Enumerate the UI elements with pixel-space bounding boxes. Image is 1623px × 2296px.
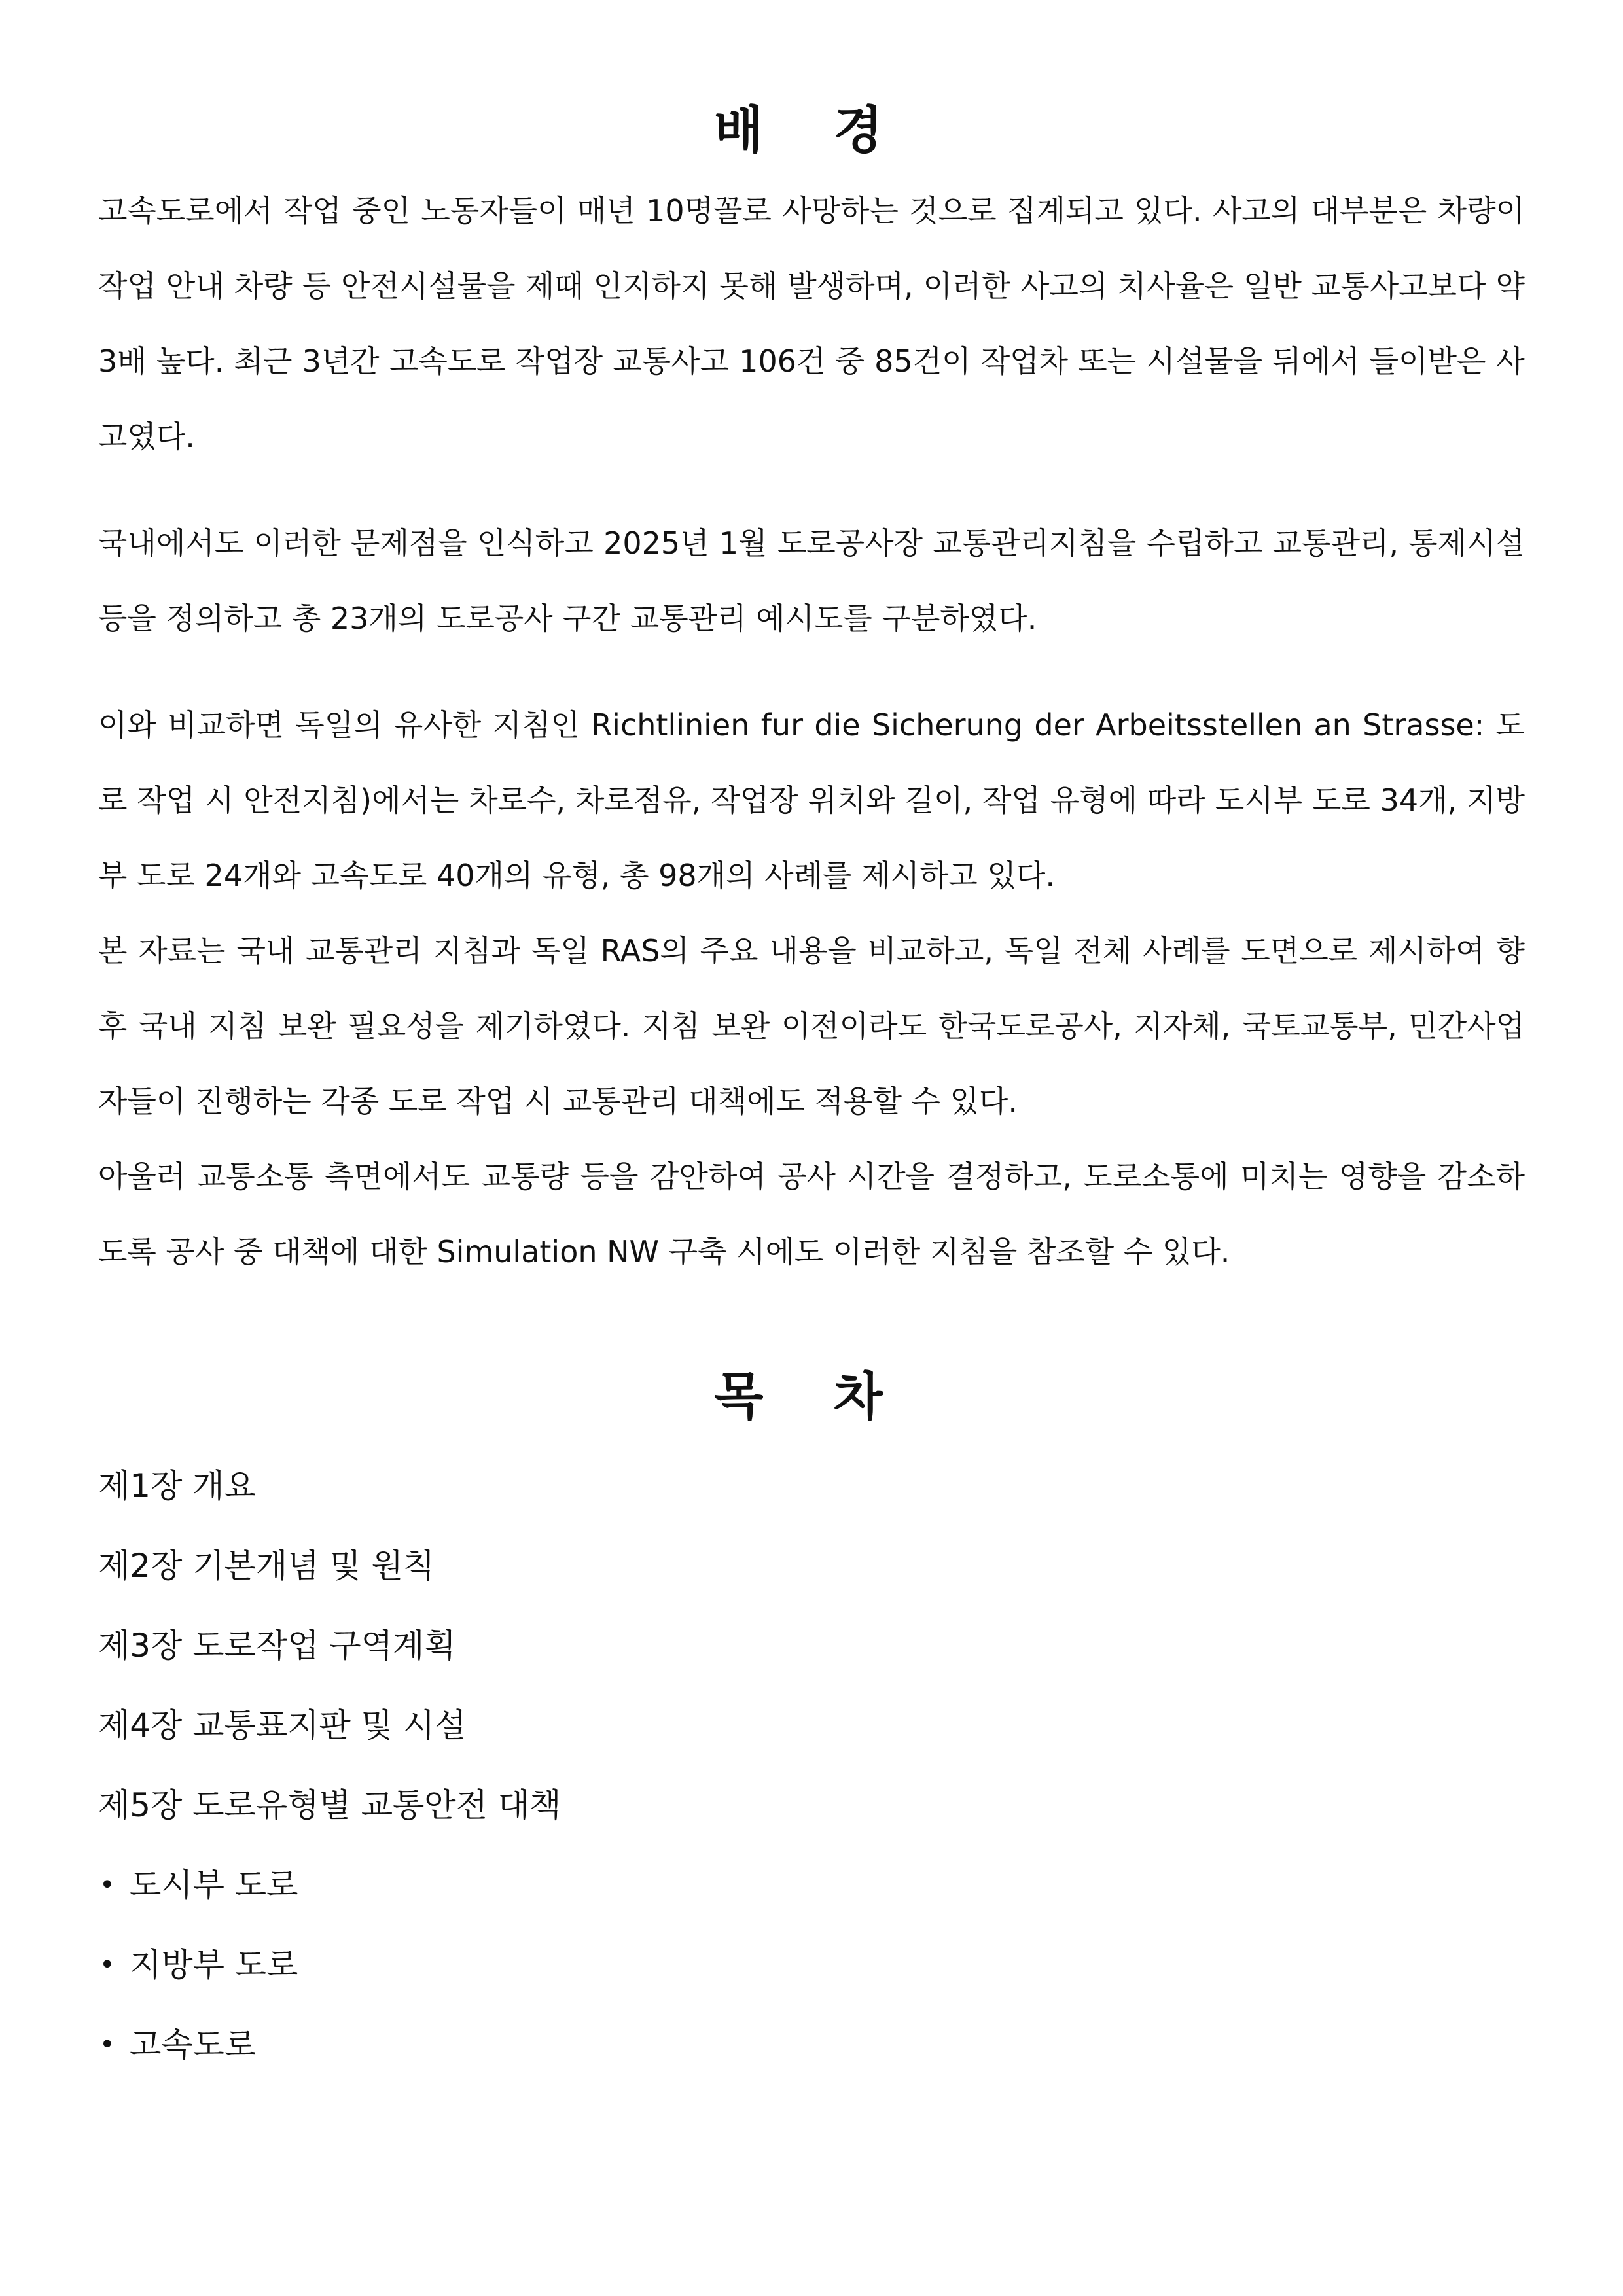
toc-subitem-rural: [98, 1925, 1525, 2005]
background-paragraph-1: 고속도로에서 작업 중인 노동자들이 매년 10명꼴로 사망하는 것으로 집계되고 있다. 사고의 대부분은 차량이 작업 안내 차량 등 안전시설물을 제때 인지하지 못해 발생하며, 이러한 사고의 치사율은 일반 교통사고보다 약 3배 높다. 최근 3년간 고속도로 작업장 교통사고 106건 중 85건이 작업차 또는 시설물을 뒤에서 들이받은 사고였다.: [98, 193, 1525, 454]
background-paragraph-3: 이와 비교하면 독일의 유사한 지침인 Richtlinien fur die Sicherung der Arbeitsstellen an Strasse: 도로 작업 시 안전지침)에서는 차로수, 차로점유, 작업장 위치와 길이, 작업 유형에 따라 도시부 도로 34개, 지방부 도로 24개와 고속도로 40개의 유형, 총 98개의 사례를 제시하고 있다.: [98, 707, 1525, 893]
toc-chapter-5: 제5장 도로유형별 교통안전 대책: [98, 1786, 562, 1824]
background-heading: 배 경: [714, 101, 909, 160]
background-paragraph-2: 국내에서도 이러한 문제점을 인식하고 2025년 1월 도로공사장 교통관리지침을 수립하고 교통관리, 통제시설 등을 정의하고 총 23개의 도로공사 구간 교통관리 예시도를 구분하였다.: [98, 525, 1525, 636]
bullet-icon: •: [99, 1870, 115, 1900]
background-paragraph-4: 본 자료는 국내 교통관리 지침과 독일 RAS의 주요 내용을 비교하고, 독일 전체 사례를 도면으로 제시하여 향후 국내 지침 보완 필요성을 제기하였다. 지침 보완 이전이라도 한국도로공사, 지자체, 국토교통부, 민간사업자들이 진행하는 각종 도로 작업 시 교통관리 대책에도 적용할 수 있다.: [98, 933, 1525, 1119]
background-body: [98, 173, 1525, 1290]
contents-heading: 목 차: [714, 1368, 909, 1426]
bullet-icon: •: [99, 2030, 115, 2060]
background-paragraph-5: 아울러 교통소통 측면에서도 교통량 등을 감안하여 공사 시간을 결정하고, 도로소통에 미치는 영향을 감소하도록 공사 중 대책에 대한 Simulation NW 구축 시에도 이러한 지침을 참조할 수 있다.: [98, 1159, 1525, 1269]
toc-subitem-label: 도시부 도로: [130, 1866, 298, 1904]
toc-chapter-1: 제1장 개요: [98, 1467, 256, 1505]
bullet-icon: •: [99, 1950, 115, 1980]
toc-subitem-label: 지방부 도로: [130, 1946, 298, 1984]
toc-subitem-label: 고속도로: [130, 2026, 257, 2064]
toc-chapter-4: 제4장 교통표지판 및 시설: [98, 1706, 467, 1744]
toc-subitem-urban: [98, 1845, 1525, 1925]
toc-chapter-3: 제3장 도로작업 구역계획: [98, 1627, 456, 1665]
toc-subitem-expressway: [98, 2005, 1525, 2085]
toc-chapter-2: 제2장 기본개념 및 원칙: [98, 1547, 435, 1585]
table-of-contents: [98, 1446, 1525, 2085]
